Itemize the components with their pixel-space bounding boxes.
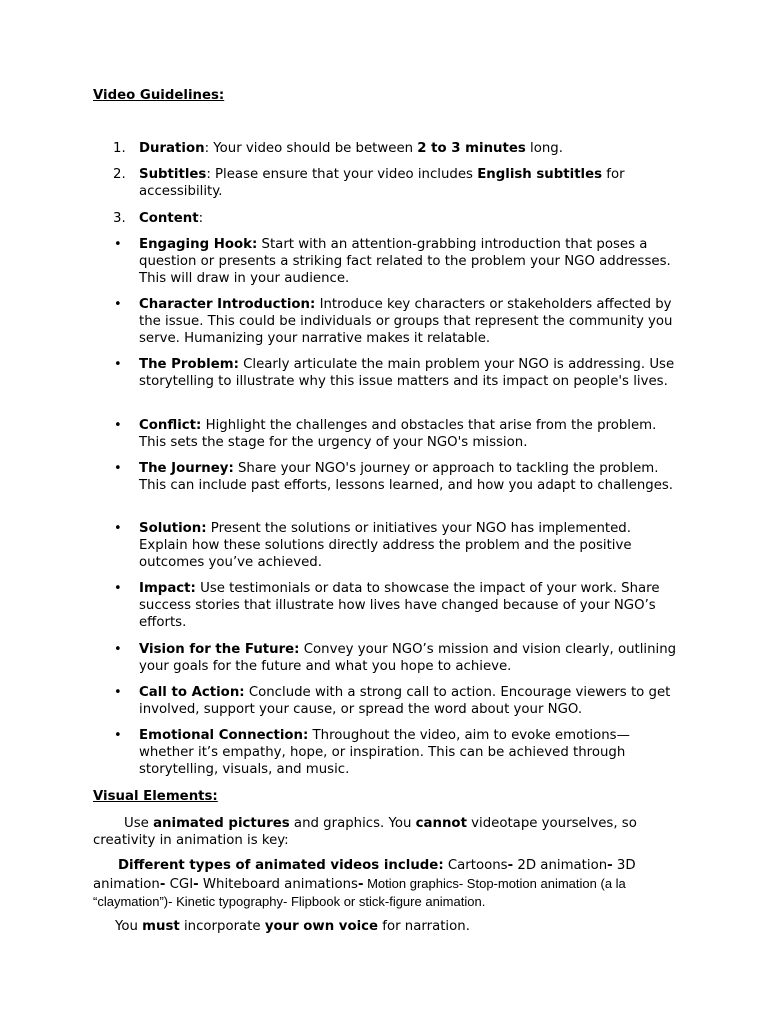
bullet-text: Highlight the challenges and obstacles that arise from the problem. This sets the stage for the urgency of your NGO's mission. — [139, 418, 657, 450]
para-text: videotape yourselves, so creativity in animation is key: — [93, 816, 637, 848]
bullet-icon: • — [114, 728, 122, 743]
numbered-item-content — [113, 210, 679, 227]
bullet-icon: • — [114, 521, 122, 536]
para-text: Cartoons — [443, 858, 508, 873]
bullet-term: Vision for the Future: — [139, 642, 300, 657]
bullet-text: Start with an attention-grabbing introduction that poses a question or presents a striking fact related to the problem your NGO addresses. This will draw in your audience. — [139, 237, 671, 286]
item-text: : Please ensure that your video includes — [206, 167, 478, 182]
bullet-term: Emotional Connection: — [139, 728, 309, 743]
bullet-text: Convey your NGO’s mission and vision clearly, outlining your goals for the future and what you hope to achieve. — [139, 642, 677, 674]
para-text-small: Motion graphics- Stop-motion animation (a la “claymation”)- Kinetic typography- Flipbook or stick-figure animation. — [93, 875, 626, 909]
para-emphasis: cannot — [415, 816, 467, 831]
bullet-term: The Journey: — [139, 461, 234, 476]
list-number: 2. — [113, 167, 126, 182]
bullet-impact — [114, 580, 679, 631]
para-dash: - — [159, 876, 166, 892]
item-term: Subtitles — [139, 167, 207, 182]
para-dash: - — [607, 858, 613, 873]
para-text: You — [115, 919, 143, 934]
bullet-icon: • — [114, 357, 122, 372]
numbered-item-subtitles — [113, 166, 679, 200]
item-term: Content — [139, 211, 199, 226]
para-text: incorporate — [179, 919, 265, 934]
item-text: : — [198, 211, 204, 226]
bullet-term: Character Introduction: — [139, 297, 316, 312]
bullet-the-problem — [114, 356, 679, 390]
bullet-conflict — [114, 417, 679, 451]
item-emphasis: 2 to 3 minutes — [417, 141, 526, 156]
bullet-the-journey — [114, 460, 679, 494]
bullet-icon: • — [114, 297, 122, 312]
bullet-icon: • — [114, 418, 122, 433]
bullet-term: Engaging Hook: — [139, 237, 258, 252]
para-dash: - — [193, 876, 199, 892]
para-emphasis: animated pictures — [153, 816, 290, 831]
item-term: Duration — [139, 141, 205, 156]
bullet-vision-for-the-future — [114, 641, 679, 675]
para-text: 3D animation — [93, 858, 636, 892]
list-number: 1. — [113, 141, 126, 156]
item-text: for accessibility. — [139, 167, 625, 199]
para-text: Whiteboard animations — [198, 876, 358, 892]
para-emphasis: must — [142, 919, 180, 934]
para-emphasis: Different types of animated videos include: — [118, 858, 444, 873]
bullet-icon: • — [114, 642, 122, 657]
bullet-text: Clearly articulate the main problem your NGO is addressing. Use storytelling to illustrate why this issue matters and its impact on people's lives. — [139, 357, 675, 389]
bullet-emotional-connection — [114, 727, 679, 778]
numbered-item-duration — [113, 140, 679, 157]
bullet-call-to-action — [114, 684, 679, 718]
bullet-text: Throughout the video, aim to evoke emotions—whether it’s empathy, hope, or inspiration. This can be achieved through storytelling, visuals, and music. — [139, 728, 630, 777]
bullet-solution — [114, 520, 679, 571]
bullet-icon: • — [114, 237, 122, 252]
para-text: and graphics. You — [289, 816, 416, 831]
para-emphasis: your own voice — [264, 919, 379, 934]
voice-paragraph — [93, 918, 673, 935]
bullet-engaging-hook — [114, 236, 679, 287]
bullet-icon: • — [114, 685, 122, 700]
item-text: long. — [525, 141, 563, 156]
item-text: : Your video should be between — [204, 141, 418, 156]
bullet-term: Solution: — [139, 521, 207, 536]
para-text: Use — [124, 816, 154, 831]
bullet-icon: • — [114, 581, 122, 596]
bullet-text: Share your NGO's journey or approach to tackling the problem. This can include past efforts, lessons learned, and how you adapt to challenges. — [139, 461, 674, 493]
para-dash: - — [507, 858, 514, 873]
bullet-term: Conflict: — [139, 418, 202, 433]
visual-elements-heading: Visual Elements: — [93, 789, 218, 804]
video-guidelines-heading: Video Guidelines: — [93, 88, 225, 103]
list-number: 3. — [113, 211, 126, 226]
bullet-icon: • — [114, 461, 122, 476]
item-emphasis: English subtitles — [477, 167, 603, 182]
bullet-text: Introduce key characters or stakeholders affected by the issue. This could be individuals or groups that represent the community you serve. Humanizing your narrative makes it relatable. — [139, 297, 673, 346]
para-text: 2D animation — [513, 858, 608, 873]
para-dash: - — [357, 876, 364, 892]
para-text: CGI — [165, 876, 194, 892]
animation-paragraph — [93, 815, 673, 849]
bullet-text: Conclude with a strong call to action. Encourage viewers to get involved, support your cause, or spread the word about your NGO. — [139, 685, 671, 717]
bullet-character-introduction — [114, 296, 679, 347]
bullet-term: The Problem: — [139, 357, 239, 372]
para-text: for narration. — [378, 919, 470, 934]
bullet-text: Use testimonials or data to showcase the impact of your work. Share success stories that illustrate how lives have changed because of your NGO’s efforts. — [139, 581, 660, 630]
bullet-text: Present the solutions or initiatives your NGO has implemented. Explain how these solutions directly address the problem and the positive outcomes you’ve achieved. — [139, 521, 632, 570]
bullet-term: Impact: — [139, 581, 196, 596]
animation-types-paragraph — [93, 857, 673, 912]
bullet-term: Call to Action: — [139, 685, 245, 700]
